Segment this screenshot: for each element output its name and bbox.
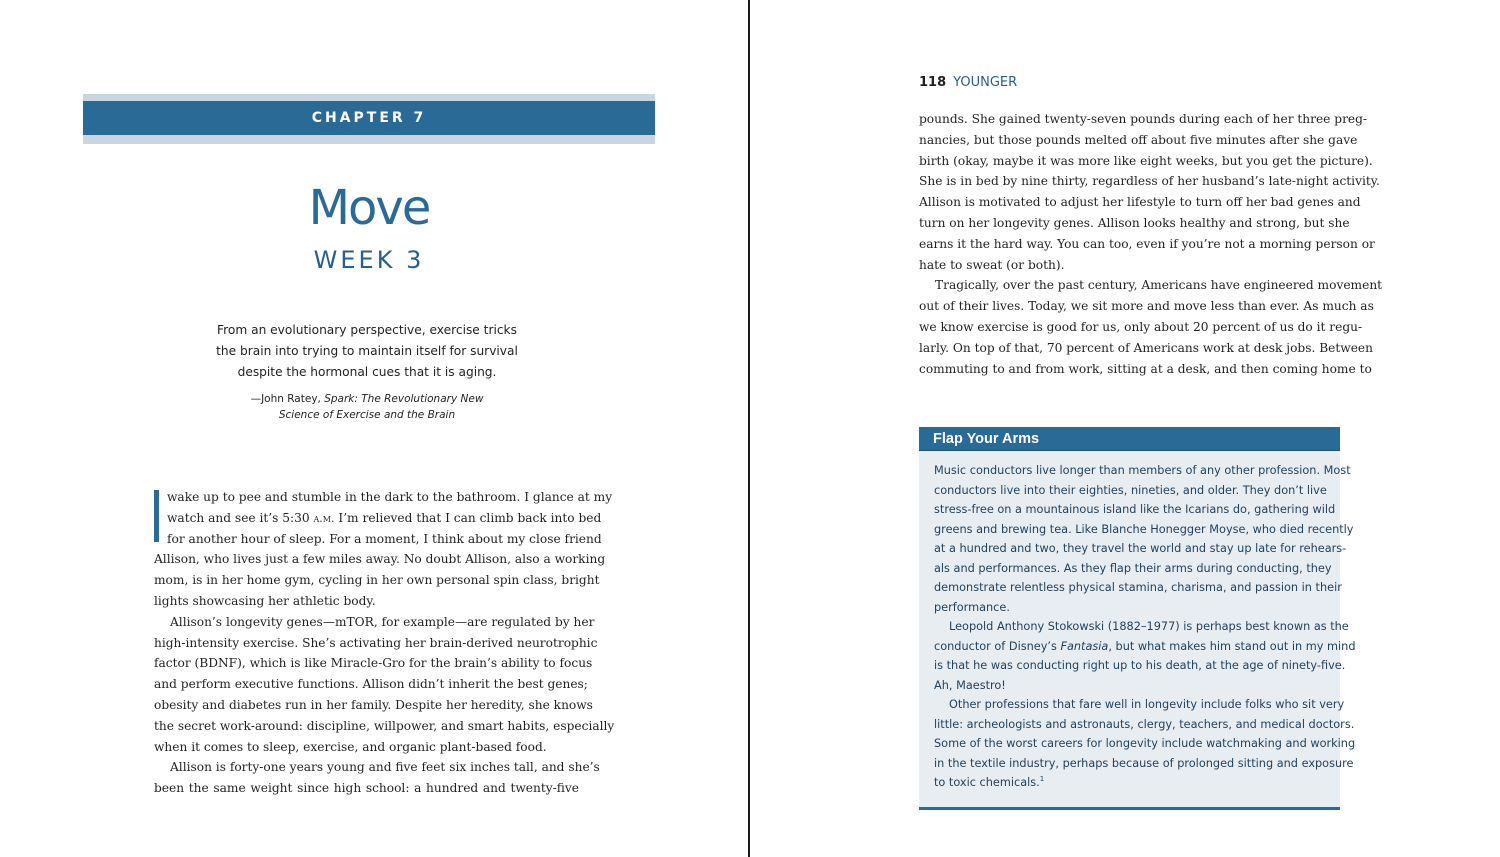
attribution-line-1 (200, 391, 534, 407)
text-line: earns it the hard way. You can too, even if you’re not a morning person or (919, 236, 1375, 251)
sidebar-text-line: conductor of Disney’s Fantasia, but what makes him stand out in my mind (934, 639, 1356, 653)
sidebar-text-line: demonstrate relentless physical stamina, charisma, and passion in their (934, 581, 1342, 594)
epigraph-line: despite the hormonal cues that it is aging. (237, 365, 497, 379)
epigraph (180, 320, 554, 383)
chapter-subtitle: WEEK 3 (313, 246, 425, 274)
text-line: hate to sweat (or both). (919, 257, 1065, 272)
text-line: watch and see it’s 5:30 a.m. I’m relieved that I can climb back into bed (167, 510, 602, 525)
sidebar-text-line: little: archeologists and astronauts, clergy, teachers, and medical doctors. (934, 717, 1355, 731)
text-line: been the same weight since high school: a hundred and twenty-five (154, 781, 579, 796)
text-line: larly. On top of that, 70 percent of Americans work at desk jobs. Between (919, 340, 1373, 355)
attribution-author: —John Ratey, (250, 393, 325, 405)
sidebar-text-line: greens and brewing tea. Like Blanche Honegger Moyse, who died recently (934, 522, 1354, 536)
running-title: YOUNGER (953, 75, 1018, 90)
epigraph-line: the brain into trying to maintain itself for survival (216, 344, 518, 358)
sidebar-heading: Flap Your Arms (919, 427, 1340, 451)
sidebar-text-line: Other professions that fare well in longevity include folks who sit very (949, 698, 1345, 711)
sidebar-text-line: in the textile industry, perhaps because of prolonged sitting and exposure (934, 756, 1354, 770)
text-line: when it comes to sleep, exercise, and organic plant-based food. (154, 739, 547, 754)
sidebar-box (919, 427, 1356, 810)
text-line: out of their lives. Today, we sit more and move less than ever. As much as (919, 299, 1374, 314)
sidebar-text-line: Ah, Maestro! (934, 678, 1006, 692)
page-number: 118 (919, 75, 947, 90)
sidebar-text-line: at a hundred and two, they travel the world and stay up late for rehears- (934, 542, 1347, 555)
continued-body-text (919, 109, 1383, 379)
sidebar-text-line: stress-free on a mountainous island like the Icarians do, gathering wild (934, 503, 1336, 516)
text-line: Allison is motivated to adjust her lifestyle to turn off her bad genes and (919, 195, 1361, 210)
text-line: for another hour of sleep. For a moment, I think about my close friend (167, 531, 602, 546)
text-line: lights showcasing her athletic body. (154, 593, 376, 608)
chapter-banner (83, 94, 655, 144)
attribution-book-title: Spark: The Revolutionary New (324, 393, 484, 405)
sidebar-text-line: is that he was conducting right up to his death, at the age of ninety-five. (934, 659, 1346, 672)
sidebar-text-line: Some of the worst careers for longevity include watchmaking and working (934, 737, 1356, 750)
page-gutter (748, 0, 750, 857)
text-line: Allison is forty-one years young and five feet six inches tall, and she’s (170, 760, 600, 775)
chapter-body-text (154, 487, 615, 799)
chapter-bar (83, 101, 655, 135)
text-line: and perform executive functions. Allison didn’t inherit the best genes; (154, 677, 588, 692)
text-line: turn on her longevity genes. Allison looks healthy and strong, but she (919, 215, 1350, 230)
sidebar-text-line: conductors live into their eighties, nineties, and older. They don’t live (934, 483, 1327, 497)
text-line: we know exercise is good for us, only about 20 percent of us do it regu- (919, 319, 1363, 334)
epigraph-attribution (200, 391, 534, 423)
sidebar-text-line: Leopold Anthony Stokowski (1882–1977) is perhaps best known as the (949, 620, 1349, 633)
text-line: Allison, who lives just a few miles away. No doubt Allison, also a working (154, 552, 606, 567)
text-line: commuting to and from work, sitting at a desk, and then coming home to (919, 361, 1372, 376)
attribution-line-2 (200, 407, 534, 423)
text-line: birth (okay, maybe it was more like eight weeks, but you get the picture). (919, 153, 1373, 168)
text-line: Allison’s longevity genes—mTOR, for example—are regulated by her (170, 614, 595, 629)
sidebar-text-line: als and performances. As they flap their arms during conducting, they (934, 561, 1332, 575)
attribution-book-subtitle: Science of Exercise and the Brain (278, 409, 456, 421)
text-line: factor (BDNF), which is like Miracle-Gro for the brain’s ability to focus (154, 656, 593, 671)
text-line: high-intensity exercise. She’s activating her brain-derived neurotrophic (154, 635, 598, 650)
chapter-title: Move (308, 180, 430, 236)
text-line: wake up to pee and stumble in the dark to the bathroom. I glance at my (167, 490, 613, 504)
sidebar-text-line: to toxic chemicals.$^1$ (934, 775, 1045, 789)
text-line: the secret work-around: discipline, willpower, and smart habits, especially (154, 718, 615, 733)
chapter-label: CHAPTER 7 (311, 110, 427, 126)
text-line: mom, is in her home gym, cycling in her own personal spin class, bright (154, 573, 600, 588)
left-page (0, 0, 749, 857)
epigraph-line: From an evolutionary perspective, exercise tricks (217, 323, 517, 337)
text-line: obesity and diabetes run in her family. Despite her heredity, she knows (154, 697, 593, 712)
sidebar-text-line: performance. (934, 600, 1010, 614)
text-line: pounds. She gained twenty-seven pounds during each of her three preg- (919, 112, 1368, 126)
text-line: nancies, but those pounds melted off about five minutes after she gave (919, 132, 1358, 147)
text-line: Tragically, over the past century, Americans have engineered movement (935, 278, 1383, 293)
sidebar-text-line: Music conductors live longer than members of any other profession. Most (934, 464, 1351, 477)
text-line: She is in bed by nine thirty, regardless of her husband’s late-night activity. (919, 174, 1380, 189)
sidebar-text (934, 461, 1356, 793)
running-head (919, 75, 1017, 90)
